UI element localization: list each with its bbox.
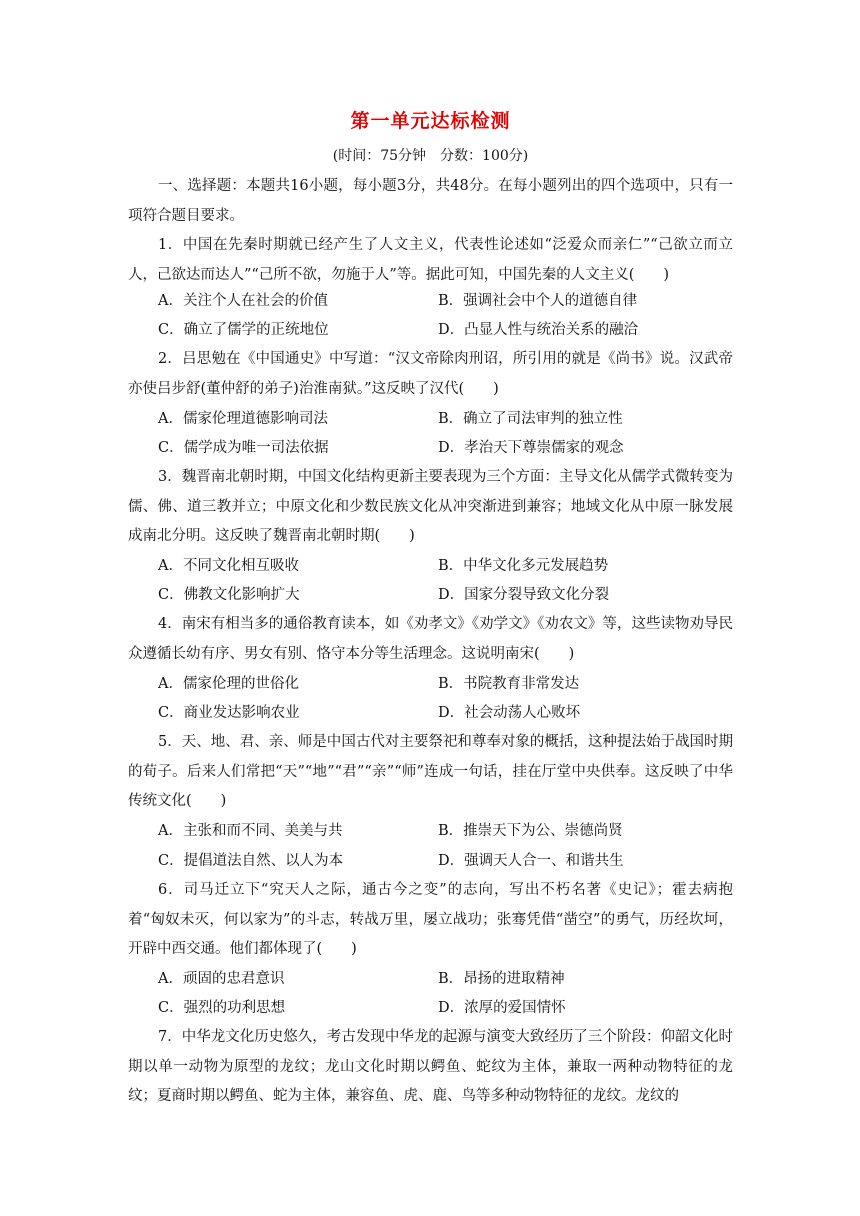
question-3-option-a: A．不同文化相互吸收 (158, 558, 299, 574)
page-title: 第一单元达标检测 (350, 110, 511, 132)
section-instructions: 一、选择题：本题共16小题，每小题3分，共48分。在每小题列出的四个选项中，只有一项符合题目要求。 (128, 178, 733, 224)
question-1-option-d: D．凸显人性与统治关系的融洽 (438, 322, 639, 338)
question-7-stem: 7．中华龙文化历史悠久，考古发现中华龙的起源与演变大致经历了三个阶段：仰韶文化时期以单一动物为原型的龙纹；龙山文化时期以鳄鱼、蛇纹为主体，兼取一两种动物特征的龙纹；夏商时期以鳄鱼、蛇为主体，兼容鱼、虎、鹿、鸟等多种动物特征的龙纹。龙纹的 (128, 1029, 733, 1104)
question-2-stem: 2．吕思勉在《中国通史》中写道：“汉文帝除肉刑诏，所引用的就是《尚书》说。汉武帝亦使吕步舒(董仲舒的弟子)治淮南狱。”这反映了汉代( ) (128, 351, 733, 397)
question-3-option-b: B．中华文化多元发展趋势 (438, 558, 609, 574)
question-6-stem: 6．司马迁立下“究天人之际，通古今之变”的志向，写出不朽名著《史记》；霍去病抱着“匈奴未灭，何以家为”的斗志，转战万里，屡立战功；张骞凭借“凿空”的勇气，历经坎坷，开辟中西交通。他们都体现了( ) (128, 882, 733, 957)
question-2-option-d: D．孝治天下尊崇儒家的观念 (438, 440, 624, 456)
question-3-option-c: C．佛教文化影响扩大 (158, 587, 300, 603)
question-5-option-a: A．主张和而不同、美美与共 (158, 823, 343, 839)
question-6-option-c: C．强烈的功利思想 (158, 1000, 286, 1016)
question-4-option-c: C．商业发达影响农业 (158, 705, 300, 721)
question-2-option-a: A．儒家伦理道德影响司法 (158, 411, 328, 427)
question-4-stem: 4．南宋有相当多的通俗教育读本，如《劝孝文》《劝学文》《劝农文》等，这些读物劝导民众遵循长幼有序、男女有别、恪守本分等生活理念。这说明南宋( ) (128, 616, 733, 662)
question-6-option-b: B．昂扬的进取精神 (438, 971, 565, 987)
question-4-option-a: A．儒家伦理的世俗化 (158, 676, 299, 692)
question-5-stem: 5．天、地、君、亲、师是中国古代对主要祭祀和尊奉对象的概括，这种提法始于战国时期的荀子。后来人们常把“天”“地”“君”“亲”“师”连成一句话，挂在厅堂中央供奉。这反映了中华传统文化( ) (128, 734, 733, 809)
exam-info: (时间：75分钟 分数：100分) (332, 148, 529, 164)
question-1-option-b: B．强调社会中个人的道德自律 (438, 293, 638, 309)
question-4-option-b: B．书院教育非常发达 (438, 676, 580, 692)
question-2-option-c: C．儒学成为唯一司法依据 (158, 440, 329, 456)
question-4-option-d: D．社会动荡人心败坏 (438, 705, 581, 721)
question-6-option-d: D．浓厚的爱国情怀 (438, 1000, 566, 1016)
question-1-option-a: A．关注个人在社会的价值 (158, 293, 328, 309)
question-2-option-b: B．确立了司法审判的独立性 (438, 411, 623, 427)
question-5-option-c: C．提倡道法自然、以人为本 (158, 853, 344, 869)
question-5-option-d: D．强调天人合一、和谐共生 (438, 853, 624, 869)
question-3-option-d: D．国家分裂导致文化分裂 (438, 587, 610, 603)
question-5-option-b: B．推崇天下为公、崇德尚贤 (438, 823, 623, 839)
question-6-option-a: A．顽固的忠君意识 (158, 971, 285, 987)
question-1-stem: 1．中国在先秦时期就已经产生了人文主义，代表性论述如“泛爱众而亲仁”“己欲立而立人，己欲达而达人”“己所不欲，勿施于人”等。据此可知，中国先秦的人文主义( ) (128, 237, 733, 283)
question-3-stem: 3．魏晋南北朝时期，中国文化结构更新主要表现为三个方面：主导文化从儒学式微转变为儒、佛、道三教并立；中原文化和少数民族文化从冲突渐进到兼容；地域文化从中原一脉发展成南北分明。这反映了魏晋南北朝时期( ) (128, 469, 733, 544)
question-1-option-c: C．确立了儒学的正统地位 (158, 322, 329, 338)
